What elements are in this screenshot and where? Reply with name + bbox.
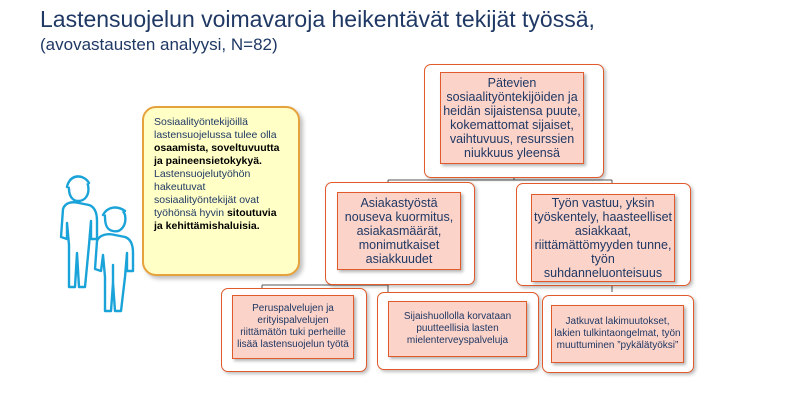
node-leaf3-label: Jatkuvat lakimuutokset, lakien tulkintaongelmat, työn muuttuminen ”pykälätyöksi” [554, 316, 681, 351]
node-root [440, 72, 584, 164]
node-left [337, 192, 461, 270]
callout-text-2: Lastensuojelutyöhön hakeutuvat sosiaalityöntekijät ovat työhönsä hyvin [154, 168, 260, 219]
callout-bold-2: sitoutuvia ja kehittämishaluisia. [154, 207, 277, 232]
node-right-label: Työn vastuu, yksin työskentely, haasteelliset asiakkaat, riittämättömyyden tunne, työn suhdanneluonteisuus [533, 196, 673, 280]
node-root-label: Pätevien sosiaalityöntekijöiden ja heidän sijaistensa puute, kokemattomat sijaiset, vaihtuvuus, resurssien niukkuus yleensä [443, 76, 581, 160]
node-left-label: Asiakastyöstä nouseva kuormitus, asiakasmäärät, monimutkaiset asiakkuudet [344, 196, 454, 266]
page-subtitle: (avovastausten analyysi, N=82) [40, 35, 278, 54]
node-leaf2 [388, 301, 527, 357]
node-leaf3 [551, 305, 684, 363]
callout-text-1: Sosiaalityöntekijöillä lastensuojelussa tulee olla [154, 116, 277, 141]
page-title: Lastensuojelun voimavaroja heikentävät tekijät työssä, [40, 6, 595, 32]
node-leaf1-label: Peruspalvelujen ja erityispalvelujen riittämätön tuki perheille lisää lastensuojelun työtä [237, 303, 349, 350]
callout-bold-1: osaamista, soveltuvuutta ja paineensietokykyä. [154, 142, 280, 167]
node-leaf2-label: Sijaishuollolla korvataan puutteellisia lasten mielenterveyspalveluja [403, 311, 512, 346]
node-leaf1 [232, 295, 354, 359]
node-right [531, 194, 675, 282]
